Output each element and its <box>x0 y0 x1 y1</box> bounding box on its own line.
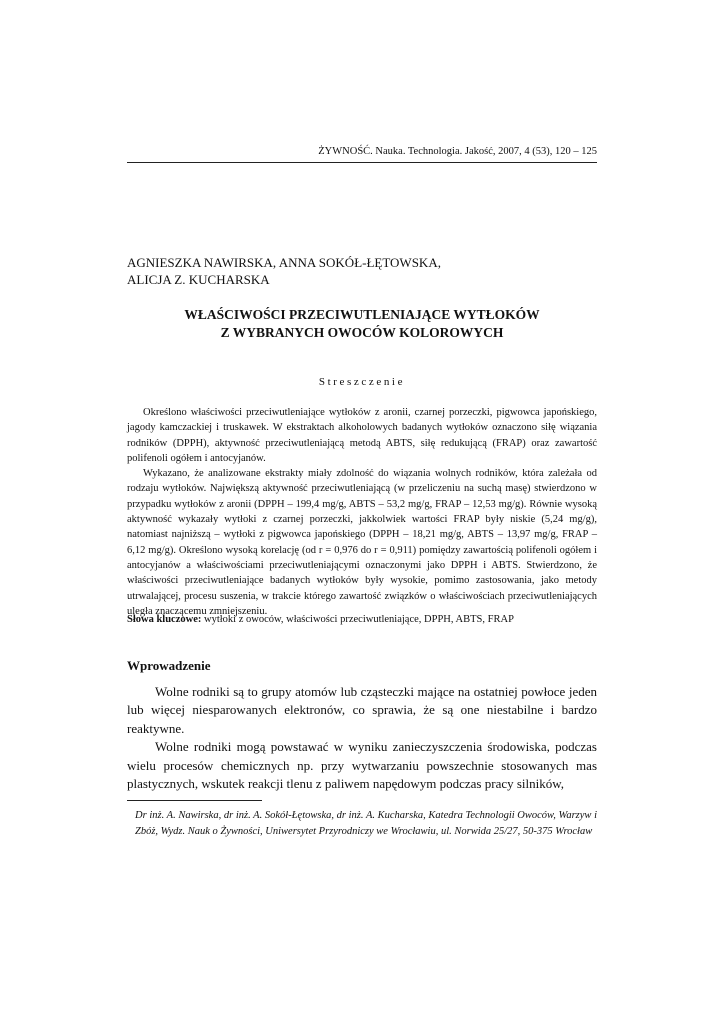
introduction-body <box>127 683 597 793</box>
abstract <box>127 405 597 619</box>
footnote-rule <box>127 800 262 801</box>
introduction-paragraph-1: Wolne rodniki są to grupy atomów lub cząsteczki mające na ostatniej powłoce jeden lub więcej niesparowanych elektronów, co sprawia, że są one niestabilne i bardzo reaktywne. <box>127 684 597 736</box>
authors-line-1: AGNIESZKA NAWIRSKA, ANNA SOKÓŁ-ŁĘTOWSKA, <box>127 255 441 270</box>
title-line-2: Z WYBRANYCH OWOCÓW KOLOROWYCH <box>220 325 504 340</box>
abstract-paragraph-1: Określono właściwości przeciwutleniające wytłoków z aronii, czarnej porzeczki, pigwowca japońskiego, jagody kamczackiej i truskawek. W ekstraktach alkoholowych badanych wytłoków oznaczono siłę wiązania rodników (DPPH), aktywność przeciwutleniającą metodą ABTS, siłę redukującą (FRAP) oraz zawartość polifenoli ogółem i antocyjanów. <box>127 407 597 464</box>
section-heading-introduction: Wprowadzenie <box>127 658 211 673</box>
keywords-label: Słowa kluczowe: <box>127 614 202 625</box>
abstract-paragraph-2: Wykazano, że analizowane ekstrakty miały zdolność do wiązania wolnych rodników, która zależała od rodzaju wytłoków. Największą aktywność przeciwutleniającą (w przeliczeniu na suchą masę) stwierdzono w przypadku wytłoków z aronii (DPPH – 199,4 mg/g, ABTS – 53,2 mg/g, FRAP – 12,53 mg/g). Równie wysoką aktywność wykazały wytłoki z czarnej porzeczki, jakkolwiek wartości FRAP były niskie (5,24 mg/g), natomiast najniższą – wytłoki z pigwowca japońskiego (DPPH – 18,21 mg/g, ABTS – 13,97 mg/g, FRAP – 6,12 mg/g). Określono wysoką korelację (od r = 0,976 do r = 0,911) pomiędzy zawartością polifenoli ogółem i antocyjanów a właściwościami przeciwutleniającymi oznaczonymi jako DPPH i ABTS. Stwierdzono, że właściwości przeciwutleniające badanych wytłoków były wysokie, pomimo zastosowania, jako metody utrwalającej, procesu suszenia, w trakcie którego zawartość związków o właściwościach przeciwutleniających uległa znaczącemu zmniejszeniu. <box>127 468 597 617</box>
abstract-heading: Streszczenie <box>318 376 406 388</box>
authors-line-2: ALICJA Z. KUCHARSKA <box>127 271 270 287</box>
keywords <box>127 612 597 627</box>
article-title <box>127 306 597 342</box>
authors <box>127 255 441 288</box>
introduction-paragraph-2: Wolne rodniki mogą powstawać w wyniku zanieczyszczenia środowiska, podczas wielu procesów chemicznych np. przy wytwarzaniu powszechnie stosowanych mas plastycznych, wskutek reakcji tlenu z paliwem napędowym podczas pracy silników, <box>127 739 597 792</box>
header-rule <box>127 162 597 163</box>
author-affiliation-footnote: Dr inż. A. Nawirska, dr inż. A. Sokół-Łętowska, dr inż. A. Kucharska, Katedra Technologii Owoców, Warzyw i Zbóż, Wydz. Nauk o Żywności, Uniwersytet Przyrodniczy we Wrocławiu, ul. Norwida 25/27, 50-375 Wrocław <box>135 810 597 837</box>
title-line-1: WŁAŚCIWOŚCI PRZECIWUTLENIAJĄCE WYTŁOKÓW <box>184 307 540 322</box>
running-head: ŻYWNOŚĆ. Nauka. Technologia. Jakość, 2007, 4 (53), 120 – 125 <box>318 146 597 157</box>
keywords-text: wytłoki z owoców, właściwości przeciwutleniające, DPPH, ABTS, FRAP <box>201 614 514 625</box>
